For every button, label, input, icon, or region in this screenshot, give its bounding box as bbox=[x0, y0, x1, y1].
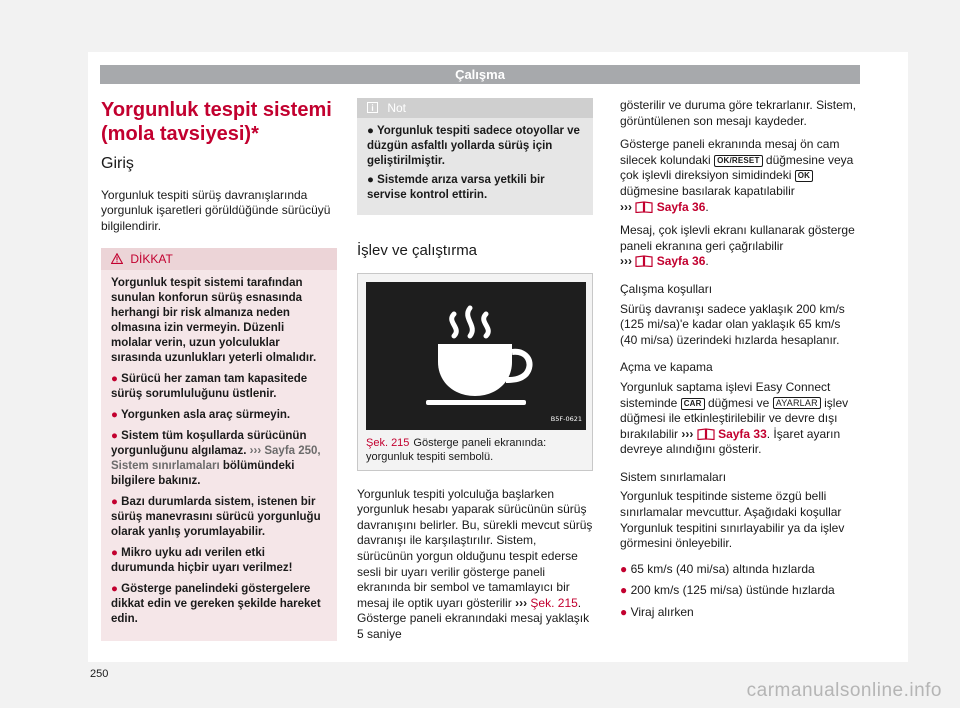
warning-paragraph: Yorgunluk tespit sistemi tarafından sunulan konforun sürüş esnasında herhangi bir risk almanıza neden olmasına izin vermeyin. Düzenli molalar verin, uzun yolculuklar sırasında uzunlukları yeterli olmalıdır. bbox=[111, 277, 317, 365]
figure bbox=[357, 273, 593, 471]
note-bullet: ● Yorgunluk tespiti sadece otoyollar ve düzgün asfaltlı yollarda sürüş için geliştirilmiştir. bbox=[367, 125, 580, 167]
manual-page bbox=[88, 52, 908, 680]
column-right bbox=[620, 98, 858, 621]
note-header bbox=[357, 98, 593, 118]
body-paragraph: gösterilir ve duruma göre tekrarlanır. Sistem, görüntülenen son mesajı kaydeder. bbox=[620, 98, 857, 128]
section-title: Yorgunluk tespit sistemi (mola tavsiyesi)* bbox=[101, 99, 332, 145]
figure-image bbox=[366, 282, 586, 430]
body-paragraph: Mesaj, çok işlevli ekranı kullanarak gösterge paneli ekranına geri çağrılabilir ››› Sayfa 36. bbox=[620, 223, 855, 269]
intro-paragraph: Yorgunluk tespiti sürüş davranışlarında yorgunluk işaretleri görüldüğünde sürücüyü bilgilendirir. bbox=[101, 187, 331, 233]
warning-bullet: ● Mikro uyku adı verilen etki durumunda hiçbir uyarı verilmez! bbox=[111, 547, 293, 575]
book-icon bbox=[635, 201, 653, 213]
chapter-header: Çalışma bbox=[100, 65, 860, 84]
list-item: ● Viraj alırken bbox=[620, 605, 694, 620]
cross-ref-arrow: ››› bbox=[681, 426, 694, 441]
cross-ref-arrow: ››› bbox=[620, 199, 632, 214]
cross-ref-link[interactable]: Şek. 215 bbox=[530, 595, 578, 610]
column-middle bbox=[357, 98, 593, 651]
warning-bullet: ● Yorgunken asla araç sürmeyin. bbox=[111, 409, 291, 422]
ok-key: OK bbox=[795, 170, 813, 182]
cross-ref-arrow: ››› bbox=[515, 595, 528, 610]
warning-header bbox=[101, 248, 337, 270]
note-box bbox=[357, 98, 593, 215]
section-heading: İşlev ve çalıştırma bbox=[357, 242, 478, 259]
warning-bullet: ● Sistem tüm koşullarda sürücünün yorgunluğunu algılamaz. ››› Sayfa 250, Sistem sınırlamaları bölümündeki bilgilere bakınız. bbox=[111, 430, 321, 488]
watermark: carmanualsonline.info bbox=[746, 680, 942, 701]
list-item: ● 200 km/s (125 mi/sa) üstünde hızlarda bbox=[620, 583, 835, 598]
cross-ref-link[interactable]: Sayfa 36 bbox=[656, 199, 706, 214]
book-icon bbox=[697, 428, 715, 440]
body-paragraph: Sürüş davranışı sadece yaklaşık 200 km/s (125 mi/sa)'e kadar olan yaklaşık 65 km/s (40 mi/sa) üzerindeki hızlarda hesaplanır. bbox=[620, 301, 845, 347]
body-paragraph: Yorgunluk tespitinde sisteme özgü belli sınırlamalar mevcuttur. Aşağıdaki koşullar Yorgunluk tespitini sınırlayabilir ya da işlev görmesini önleyebilir. bbox=[620, 489, 845, 551]
page-number: 250 bbox=[90, 668, 109, 680]
note-label: Not bbox=[387, 101, 407, 115]
body-paragraph: Gösterge paneli ekranında mesaj ön cam silecek kolundaki OK/RESET düğmesine veya çok işlevli direksiyon simidindeki OK düğmesine basılarak kapatılabilir ››› Sayfa 36. bbox=[620, 137, 854, 214]
sub-heading: Açma ve kapama bbox=[620, 360, 713, 375]
ok-reset-key: OK/RESET bbox=[714, 155, 763, 167]
warning-triangle-icon bbox=[111, 253, 123, 264]
warning-bullet: ● Gösterge panelindeki göstergelere dikkat edin ve gereken şekilde hareket edin. bbox=[111, 583, 321, 626]
note-body bbox=[357, 118, 593, 215]
sub-heading: Sistem sınırlamaları bbox=[620, 469, 727, 484]
info-icon bbox=[367, 102, 378, 113]
note-bullet: ● Sistemde arıza varsa yetkili bir servise kontrol ettirin. bbox=[367, 174, 545, 201]
book-icon bbox=[635, 255, 653, 267]
cross-ref-link[interactable]: Sayfa 33 bbox=[718, 426, 767, 441]
cross-ref-arrow: ››› bbox=[249, 445, 262, 458]
warning-bullet: ● Bazı durumlarda sistem, istenen bir sürüş manevrasını sürücü yorgunluğu olarak yanlış yorumlayabilir. bbox=[111, 496, 321, 539]
cross-ref-arrow: ››› bbox=[620, 254, 632, 269]
warning-body bbox=[101, 270, 337, 641]
section-subtitle: Giriş bbox=[101, 155, 134, 172]
warning-bullet: ● Sürücü her zaman tam kapasitede sürüş sorumluluğunu üstlenir. bbox=[111, 373, 308, 401]
body-paragraph: Yorgunluk tespiti yolculuğa başlarken yorgunluk hesabı yaparak sürücünün sürüş davranışını belirler. Bu, sürekli mevcut sürüş davranışı ile karşılaştırılır. Sistem, sürücünün yorgun olduğunu tespit ederse sesli bir uyarı verilir gösterge paneli ekranında bir sembol ve tamamlayıcı bir mesaj ile optik uyarı gösterilir ››› Şek. 215. Gösterge paneli ekranındaki mesaj yaklaşık 5 saniye bbox=[357, 486, 593, 641]
figure-code: B5F-0621 bbox=[550, 415, 582, 423]
warning-box bbox=[101, 248, 337, 641]
coffee-cup-icon bbox=[366, 282, 586, 430]
column-left bbox=[101, 98, 337, 641]
figure-label: Şek. 215 bbox=[366, 436, 410, 449]
body-paragraph: Yorgunluk saptama işlevi Easy Connect sisteminde CAR düğmesi ve AYARLAR işlev düğmesi ile etkinleştirilebilir ve devre dışı bırakılabilir ››› Sayfa 33. İşaret ayarın devreye alındığını gösterir. bbox=[620, 379, 849, 457]
cross-ref-link[interactable]: Sayfa 36 bbox=[656, 254, 706, 269]
car-key: CAR bbox=[681, 398, 705, 410]
settings-key: AYARLAR bbox=[773, 397, 821, 409]
list-item: ● 65 km/s (40 mi/sa) altında hızlarda bbox=[620, 561, 815, 576]
figure-caption: Şek. 215 Gösterge paneli ekranında: yorgunluk tespiti sembolü. bbox=[366, 436, 547, 463]
cross-ref-link[interactable]: Sayfa 250, Sistem sınırlamaları bbox=[111, 445, 321, 473]
sub-heading: Çalışma koşulları bbox=[620, 281, 713, 296]
warning-label: DİKKAT bbox=[130, 252, 173, 267]
